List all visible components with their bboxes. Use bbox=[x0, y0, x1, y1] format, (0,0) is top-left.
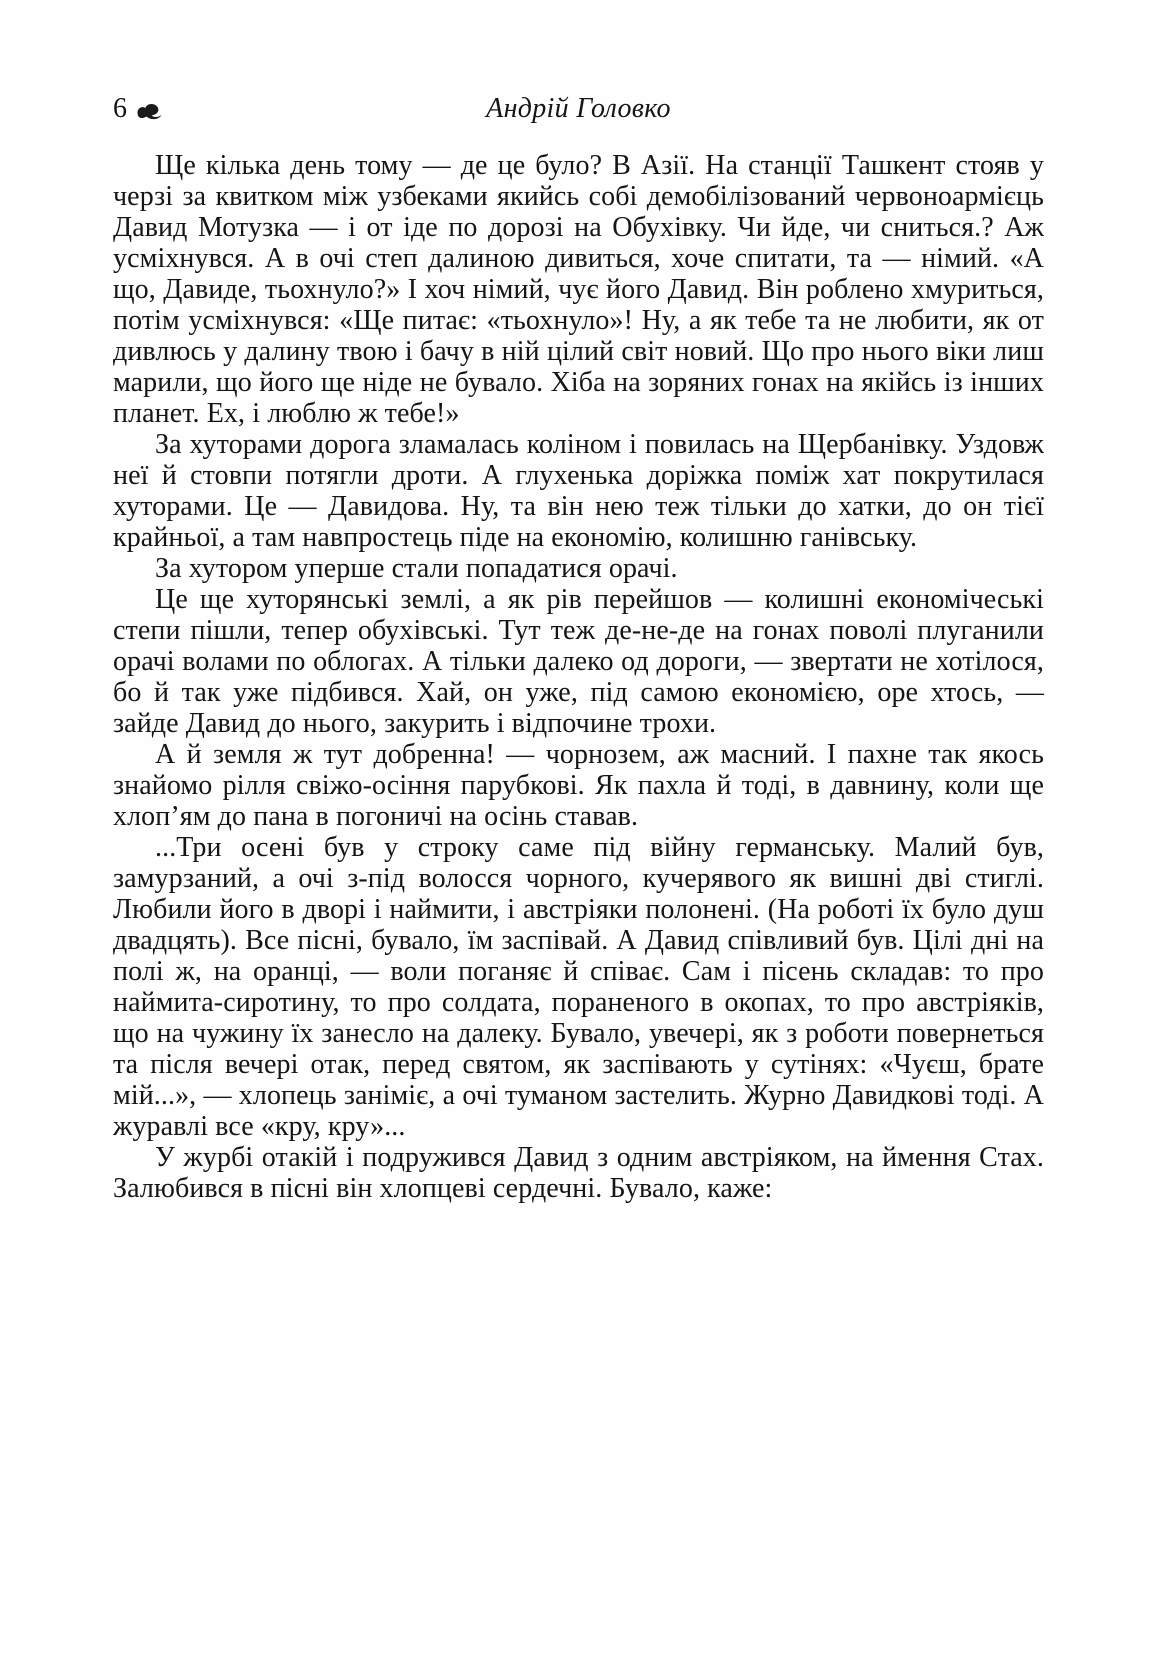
paragraph-5: А й земля ж тут добренна! — чорнозем, аж масний. І пахне так якось знайомо рілля свіжо-осіння парубкові. Як пахла й тоді, в давнину, коли ще хлоп’ям до пана в погоничі на осінь ставав. bbox=[113, 739, 1044, 832]
body-text bbox=[113, 150, 1044, 1204]
paragraph-4: Це ще хуторянські землі, а як рів перейшов — колишні економічеські степи пішли, тепер обухівські. Тут теж де-не-де на гонах поволі плуганили орачі волами по облогах. А тільки далеко од дороги, — звертати не хотілося, бо й так уже підбився. Хай, он уже, під самою економією, оре хтось, — зайде Давид до нього, закурить і відпочине трохи. bbox=[113, 584, 1044, 739]
paragraph-6: ...Три осені був у строку саме під війну германську. Малий був, замурзаний, а очі з-під волосся чорного, кучерявого як вишні дві стиглі. Любили його в дворі і наймити, і австріяки полонені. (На роботі їх було душ двадцять). Все пісні, бувало, їм заспівай. А Давид співливий був. Цілі дні на полі ж, на оранці, — воли поганяє й співає. Сам і пісень складав: то про наймита-сиротину, то про солдата, пораненого в окопах, то про австріяків, що на чужину їх занесло на далеку. Бувало, увечері, як з роботи повернеться та після вечері отак, перед святом, як заспівають у сутінях: «Чуєш, брате мій...», — хлопець заніміє, а очі туманом застелить. Журно Давидкові тоді. А журавлі все «кру, кру»... bbox=[113, 832, 1044, 1142]
paragraph-3: За хутором уперше стали попадатися орачі. bbox=[155, 553, 678, 584]
page-number: 6 bbox=[113, 93, 127, 124]
paragraph-7: У журбі отакій і подружився Давид з одним австріяком, на ймення Стах. Залюбився в пісні він хлопцеві сердечні. Бувало, каже: bbox=[113, 1142, 1044, 1204]
running-head: Андрій Головко bbox=[486, 93, 671, 124]
page-header bbox=[113, 94, 1044, 130]
paragraph-2: За хуторами дорога зламалась коліном і повилась на Щербанівку. Уздовж неї й стовпи потягли дроти. А глухенька доріжка поміж хат покрутилася хуторами. Це — Давидова. Ну, та він нею теж тільки до хатки, до он тієї крайньої, а там навпростець піде на економію, колишню ганівську. bbox=[113, 429, 1044, 553]
paragraph-1: Ще кілька день тому — де це було? В Азії. На станції Ташкент стояв у черзі за квитком між узбеками якийсь собі демобілізований червоноармієць Давид Мотузка — і от іде по дорозі на Обухівку. Чи йде, чи сниться.? Аж усміхнувся. А в очі степ далиною дивиться, хоче спитати, та — німий. «А що, Давиде, тьохнуло?» І хоч німий, чує його Давид. Він роблено хмуриться, потім усміхнувся: «Ще питає: «тьохнуло»! Ну, а як тебе та не любити, як от дивлюсь у далину твою і бачу в ній цілий світ новий. Що про нього віки лиш марили, що його ще ніде не бувало. Хіба на зоряних гонах на якійсь із інших планет. Ех, і люблю ж тебе!» bbox=[113, 150, 1044, 429]
